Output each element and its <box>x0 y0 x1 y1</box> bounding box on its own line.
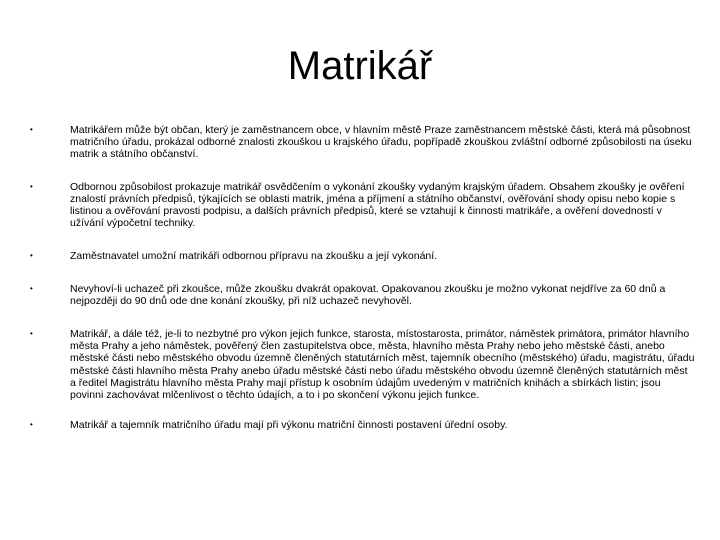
bullet-text: Matrikářem může být občan, který je zaměstnancem obce, v hlavním městě Praze zaměstnancem městské části, která má působnost matričního úřadu, prokázal odborné znalosti zkouškou u krajského úřadu, popřípadě zkouškou zvláštní odborné způsobilosti na úseku matrik a státního občanství. <box>70 124 692 161</box>
list-item <box>30 124 695 161</box>
bullet-icon: • <box>30 181 33 191</box>
list-item <box>30 181 695 230</box>
bullet-text: Odbornou způsobilost prokazuje matrikář osvědčením o vykonání zkoušky vydaným krajským úřadem. Obsahem zkoušky je ověření znalostí právních předpisů, týkajících se oblasti matrik, jména a příjmení a státního občanství, ověřování shody opisu nebo kopie s listinou a ověřování pravosti podpisu, a dalších právních předpisů, které se vztahují k činnosti matrikáře, a ověření dovedností v užívání výpočetní techniky. <box>70 180 685 230</box>
page-title: Matrikář <box>287 44 433 88</box>
bullet-text: Zaměstnavatel umožní matrikáři odbornou přípravu na zkoušku a její vykonání. <box>70 250 438 263</box>
bullet-text: Nevyhoví-li uchazeč při zkoušce, může zkoušku dvakrát opakovat. Opakovanou zkoušku je možno vykonat nejdříve za 60 dnů a nejpozději do 90 dnů ode dne konání zkoušky, při níž uchazeč nevyhověl. <box>70 282 666 307</box>
bullet-list <box>30 124 695 447</box>
bullet-text: Matrikář, a dále též, je-li to nezbytné pro výkon jejich funkce, starosta, místostarosta, primátor, náměstek primátora, primátor hlavního města Prahy a jeho náměstek, pověřený člen zastupitelstva obce, města, hlavního města Prahy nebo jeho městské části, anebo městské části nebo městského obvodu územně členěných statutárních měst, tajemník obecního (městského) úřadu, magistrátu, úřadu městské části hlavního města Prahy anebo úřadu městské části nebo úřadu městského obvodu územně členěných statutárních měst a ředitel Magistrátu hlavního města Prahy mají přístup k osobním údajům uvedeným v matričních knihách a sbírkách listin; jsou povinni zachovávat mlčenlivost o těchto údajích, a to i po skončení výkonu jejich funkce. <box>70 328 695 402</box>
bullet-icon: • <box>30 329 33 339</box>
bullet-text: Matrikář a tajemník matričního úřadu mají při výkonu matriční činnosti postavení úřední osoby. <box>70 419 508 432</box>
list-item <box>30 250 695 262</box>
list-item <box>30 328 695 401</box>
bullet-icon: • <box>30 283 33 293</box>
list-item <box>30 419 695 431</box>
list-item <box>30 283 695 307</box>
bullet-icon: • <box>30 251 33 261</box>
bullet-icon: • <box>30 125 33 134</box>
bullet-icon: • <box>30 420 33 430</box>
